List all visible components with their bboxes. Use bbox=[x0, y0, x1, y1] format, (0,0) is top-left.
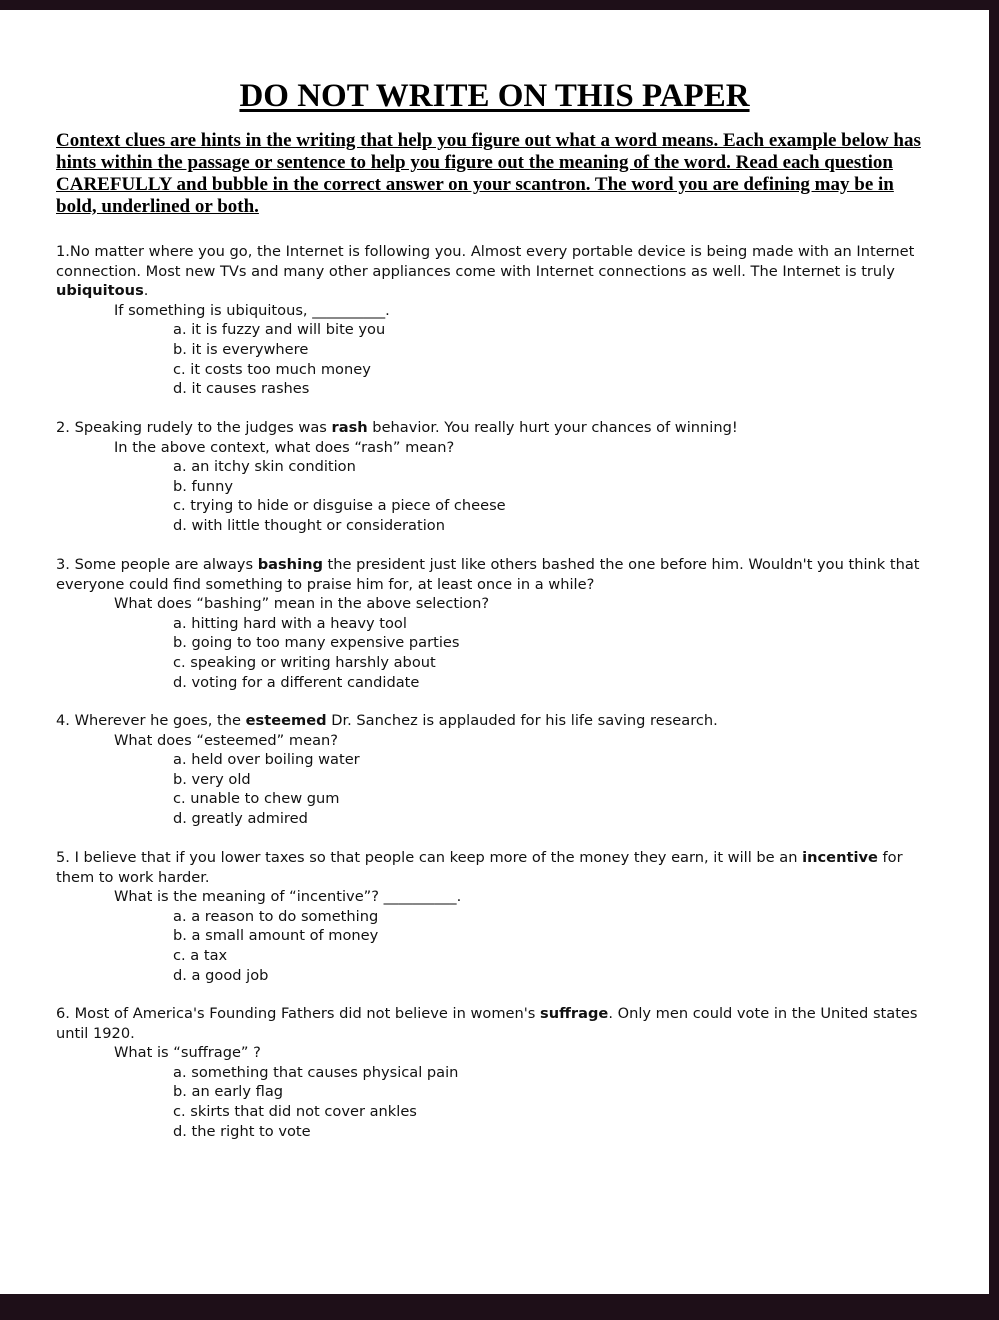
page-title: DO NOT WRITE ON THIS PAPER bbox=[239, 78, 750, 114]
answer-option-d: d. the right to vote bbox=[173, 1122, 311, 1140]
answer-option-a: a. it is fuzzy and will bite you bbox=[173, 321, 386, 339]
answer-option-c: c. unable to chew gum bbox=[173, 790, 340, 808]
vocab-word: ubiquitous bbox=[56, 282, 144, 300]
answer-option-b: b. a small amount of money bbox=[173, 927, 379, 945]
answer-option-a: a. a reason to do something bbox=[173, 907, 379, 925]
vocab-word: rash bbox=[331, 419, 368, 436]
answer-option-d: d. with little thought or consideration bbox=[173, 516, 445, 534]
answer-option-d: d. it causes rashes bbox=[173, 380, 310, 398]
answer-option-b: b. very old bbox=[173, 770, 251, 788]
answer-option-b: b. going to too many expensive parties bbox=[173, 634, 460, 652]
question-passage: 2. Speaking rudely to the judges was rash behavior. You really hurt your chances of winning! bbox=[56, 419, 738, 436]
answer-option-c: c. speaking or writing harshly about bbox=[173, 653, 436, 671]
vocab-word: bashing bbox=[257, 556, 323, 573]
vocab-word: esteemed bbox=[245, 712, 327, 729]
vocab-word: incentive bbox=[802, 849, 878, 866]
question-passage: 4. Wherever he goes, the esteemed Dr. Sanchez is applauded for his life saving research. bbox=[56, 712, 718, 729]
answer-option-a: a. hitting hard with a heavy tool bbox=[173, 614, 407, 632]
vocab-word: suffrage bbox=[540, 1005, 609, 1022]
question-prompt: What is “suffrage” ? bbox=[114, 1044, 261, 1062]
answer-option-c: c. a tax bbox=[173, 946, 228, 964]
question-4 bbox=[56, 711, 941, 829]
question-5 bbox=[56, 848, 941, 985]
answer-option-d: d. voting for a different candidate bbox=[173, 673, 420, 691]
question-passage: 1.No matter where you go, the Internet is following you. Almost every portable device is being made with an Internet connection. Most new TVs and many other appliances come with Internet connections as well. The Internet is truly ubiquitous. bbox=[56, 243, 915, 300]
question-prompt: What does “bashing” mean in the above selection? bbox=[114, 595, 490, 613]
answer-option-c: c. trying to hide or disguise a piece of cheese bbox=[173, 497, 506, 515]
answer-option-a: a. an itchy skin condition bbox=[173, 458, 356, 476]
question-passage: 5. I believe that if you lower taxes so that people can keep more of the money they earn, it will be an incentive for them to work harder. bbox=[56, 849, 903, 886]
answer-option-c: c. it costs too much money bbox=[173, 360, 371, 378]
answer-option-a: a. held over boiling water bbox=[173, 751, 360, 769]
question-prompt: If something is ubiquitous, __________. bbox=[114, 301, 390, 319]
question-3 bbox=[56, 555, 941, 692]
answer-option-c: c. skirts that did not cover ankles bbox=[173, 1102, 417, 1120]
question-1 bbox=[56, 242, 941, 399]
question-passage: 3. Some people are always bashing the president just like others bashed the one before him. Wouldn't you think that everyone could find something to praise him for, at least once in a while? bbox=[56, 556, 920, 593]
worksheet-page bbox=[0, 10, 989, 1294]
question-prompt: In the above context, what does “rash” mean? bbox=[114, 438, 455, 456]
instructions: Context clues are hints in the writing that help you figure out what a word means. Each example below has hints within the passage or sentence to help you figure out the meaning of the word. Read each question CAREFULLY and bubble in the correct answer on your scantron. The word you are defining may be in bold, underlined or both. bbox=[56, 130, 921, 217]
answer-option-b: b. it is everywhere bbox=[173, 340, 309, 358]
answer-option-b: b. an early flag bbox=[173, 1083, 284, 1101]
question-6 bbox=[56, 1004, 941, 1141]
answer-option-d: d. greatly admired bbox=[173, 809, 308, 827]
question-2 bbox=[56, 418, 941, 536]
question-prompt: What does “esteemed” mean? bbox=[114, 731, 339, 749]
question-prompt: What is the meaning of “incentive”? __________. bbox=[114, 888, 462, 906]
answer-option-a: a. something that causes physical pain bbox=[173, 1063, 459, 1081]
question-passage: 6. Most of America's Founding Fathers did not believe in women's suffrage. Only men could vote in the United states until 1920. bbox=[56, 1005, 918, 1042]
answer-option-d: d. a good job bbox=[173, 966, 269, 984]
answer-option-b: b. funny bbox=[173, 477, 234, 495]
